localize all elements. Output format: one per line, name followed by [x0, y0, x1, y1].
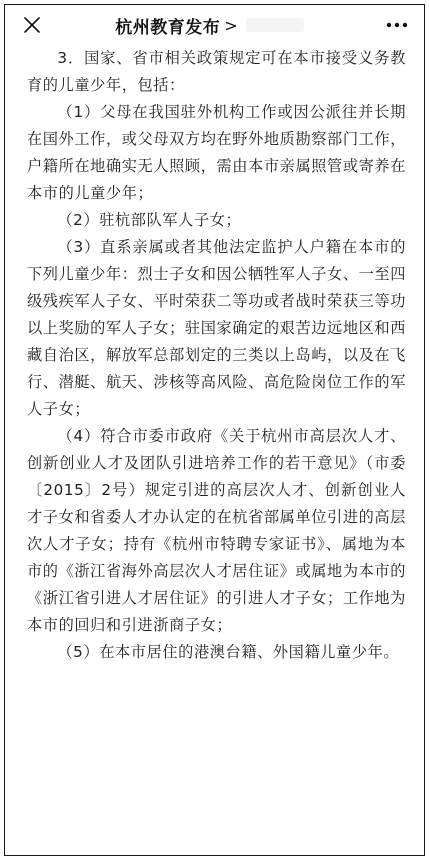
phone-screen — [4, 4, 425, 856]
close-icon — [23, 16, 41, 34]
article-paragraph: （1）父母在我国驻外机构工作或因公派往并长期在国外工作，或父母双方均在野外地质勘察部门工作，户籍所在地确实无人照顾，需由本市亲属照管或寄养在本市的儿童少年； — [27, 103, 406, 202]
article-paragraph: （3）直系亲属或者其他法定监护人户籍在本市的下列儿童少年：烈士子女和因公牺牲军人子女、一至四级残疾军人子女、平时荣获二等功或者战时荣获三等功以上奖励的军人子女；驻国家确定的艰苦边远地区和西藏自治区，解放军总部划定的三类以上岛屿，以及在飞行、潜艇、航天、涉核等高风险、高危险岗位工作的军人子女； — [27, 238, 406, 418]
article-paragraph: 3．国家、省市相关政策规定可在本市接受义务教育的儿童少年，包括： — [27, 49, 406, 94]
article-paragraph: （2）驻杭部队军人子女； — [57, 211, 242, 229]
page-title: 杭州教育发布 — [115, 17, 221, 38]
close-button[interactable] — [19, 12, 45, 38]
more-dots-icon — [386, 22, 408, 28]
more-options-button[interactable] — [382, 12, 412, 38]
chevron-right-icon: > — [224, 15, 238, 35]
article-body — [5, 45, 424, 666]
article-paragraph: （5）在本市居住的港澳台籍、外国籍儿童少年。 — [57, 643, 400, 661]
title-bar — [5, 5, 424, 45]
account-title-link[interactable] — [115, 13, 303, 38]
blurred-region — [246, 18, 304, 32]
article-paragraph: （4）符合市委市政府《关于杭州市高层次人才、创新创业人才及团队引进培养工作的若干意见》（市委〔2015〕2号）规定引进的高层次人才、创新创业人才子女和省委人才办认定的在杭省部属单位引进的高层次人才子女；持有《杭州市特聘专家证书》、属地为本市的《浙江省海外高层次人才居住证》或属地为本市的《浙江省引进人才居住证》的引进人才子女；工作地为本市的回归和引进浙商子女； — [27, 427, 406, 634]
